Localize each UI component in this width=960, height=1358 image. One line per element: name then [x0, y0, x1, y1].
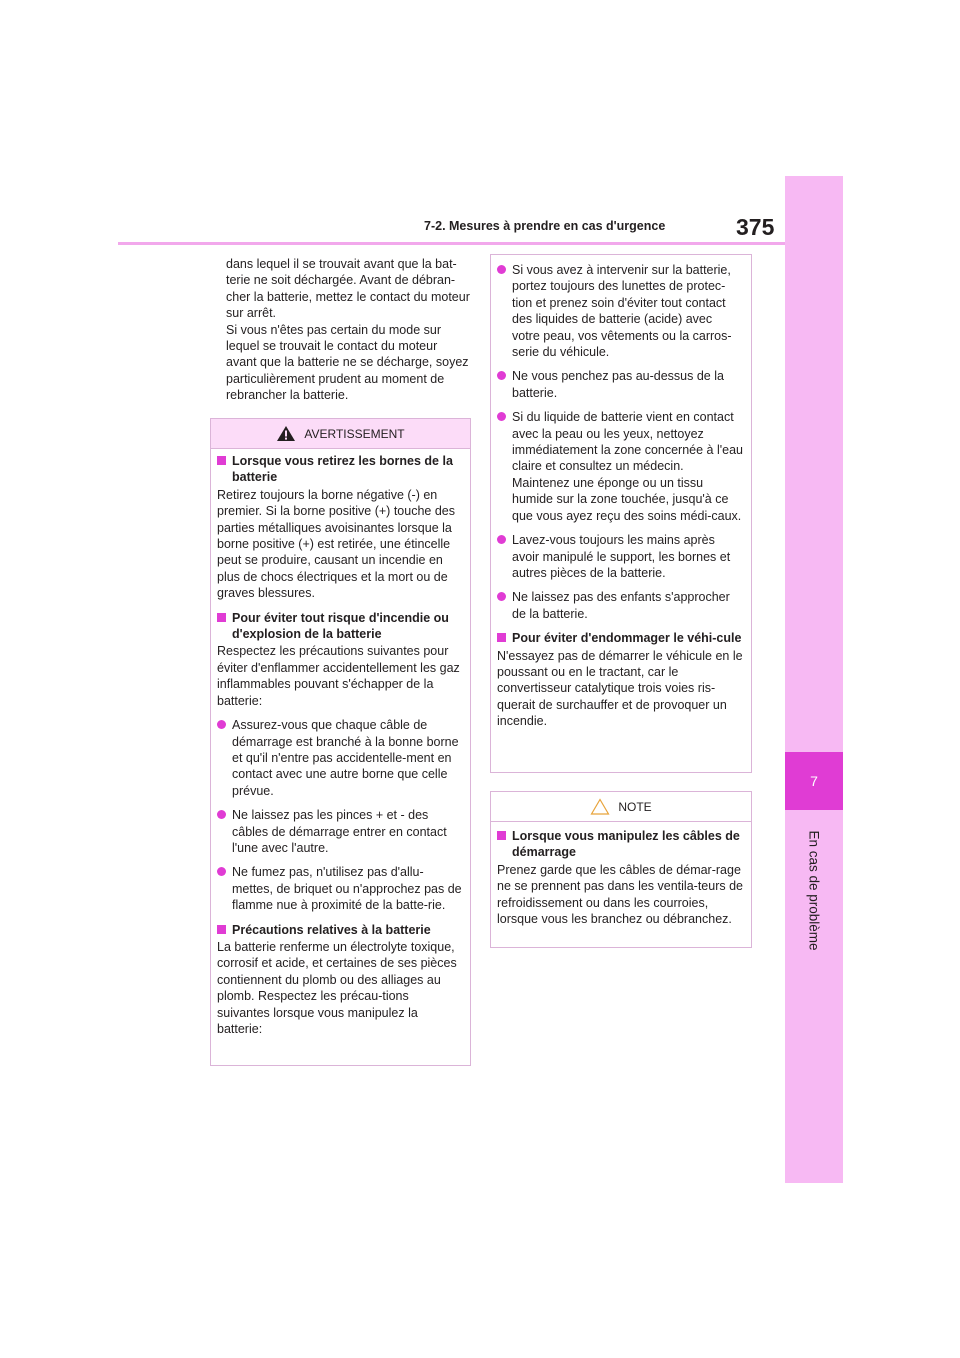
list-item: Ne laissez pas les pinces + et - des câbles de démarrage entrer en contact l'une avec l'autre. — [217, 807, 462, 856]
warning-section-heading: Précautions relatives à la batterie — [217, 922, 462, 938]
list-item: Ne vous penchez pas au-dessus de la batterie. — [497, 368, 743, 401]
warning-section-heading: Pour éviter tout risque d'incendie ou d'explosion de la batterie — [217, 610, 462, 643]
list-item: Assurez-vous que chaque câble de démarrage est branché à la bonne borne et qu'il n'entre pas accidentelle-ment en contact avec une autre borne que celle prévue. — [217, 717, 462, 799]
list-item: Si vous avez à intervenir sur la batterie, portez toujours des lunettes de protec-tion et prenez soin d'éviter tout contact des liquides de batterie (acide) avec votre peau, vos vêtements ou la carros-serie du véhicule. — [497, 262, 743, 360]
list-item: Ne laissez pas des enfants s'approcher de la batterie. — [497, 589, 743, 622]
warning-section-text: Respectez les précautions suivantes pour éviter d'enflammer accidentellement les gaz inflammables pouvant s'échapper de la batterie: — [217, 644, 460, 708]
circle-bullet-icon — [497, 371, 506, 380]
warning-triangle-icon — [276, 425, 296, 442]
warning-box-body — [211, 449, 470, 1049]
square-bullet-icon — [217, 456, 226, 465]
warning-section-heading: Pour éviter d'endommager le véhi-cule — [497, 630, 743, 646]
circle-bullet-icon — [497, 535, 506, 544]
square-bullet-icon — [217, 613, 226, 622]
note-box-body — [491, 822, 751, 939]
note-box-title: NOTE — [618, 799, 652, 814]
note-text: Prenez garde que les câbles de démar-rage ne se prennent pas dans les ventila-teurs de refroidissement ou dans les courroies, lorsque vous les branchez ou débranchez. — [497, 862, 743, 927]
circle-bullet-icon — [217, 810, 226, 819]
chapter-tab-strip — [785, 176, 843, 1183]
caution-triangle-outline-icon — [590, 798, 610, 815]
intro-paragraph-2: Si vous n'êtes pas certain du mode sur lequel se trouvait le contact du moteur avant que la batterie ne se décharge, soyez particulièrement prudent au moment de rebrancher la batterie. — [226, 322, 469, 403]
circle-bullet-icon — [217, 867, 226, 876]
intro-text — [226, 256, 471, 404]
warning-section-heading: Lorsque vous retirez les bornes de la batterie — [217, 453, 462, 486]
circle-bullet-icon — [497, 265, 506, 274]
warning-box-title: AVERTISSEMENT — [304, 426, 405, 441]
warning-box-continued — [490, 254, 752, 773]
note-box-header — [491, 792, 751, 822]
warning-box-header — [211, 419, 470, 449]
warning-section-text: La batterie renferme un électrolyte toxique, corrosif et acide, et certaines de ses pièces contiennent du plomb ou des alliages au plomb. Respectez les précau-tions suivantes lorsque vous manipulez la batterie: — [217, 939, 457, 1036]
square-bullet-icon — [497, 831, 506, 840]
page-number: 375 — [736, 214, 775, 240]
square-bullet-icon — [497, 633, 506, 642]
chapter-number-tab — [785, 752, 843, 810]
note-heading: Lorsque vous manipulez les câbles de démarrage — [497, 828, 743, 861]
warning-section-text: Retirez toujours la borne négative (-) en premier. Si la borne positive (+) touche des parties métalliques avoisinantes lorsque la borne positive (+) est retirée, une étincelle peut se produire, causant un incendie en plus de chocs électriques et la mort ou de graves blessures. — [217, 487, 455, 601]
list-item: Lavez-vous toujours les mains après avoir manipulé le support, les bornes et autres pièces de la batterie. — [497, 532, 743, 581]
header-rule — [118, 242, 785, 245]
chapter-label: En cas de problème — [806, 829, 822, 951]
circle-bullet-icon — [497, 412, 506, 421]
list-item: Si du liquide de batterie vient en contact avec la peau ou les yeux, nettoyez immédiatement la zone concernée à l'eau claire et consultez un médecin. Maintenez une éponge ou un tissu humide sur la zone touchée, jusqu'à ce que vous ayez reçu des soins médi-caux. — [497, 409, 743, 524]
intro-paragraph-1: dans lequel il se trouvait avant que la bat-terie ne soit déchargée. Avant de débran-cher la batterie, mettez le contact du moteur sur arrêt. — [226, 257, 470, 321]
note-box — [490, 791, 752, 948]
warning-continued-body — [491, 255, 751, 742]
circle-bullet-icon — [217, 720, 226, 729]
circle-bullet-icon — [497, 592, 506, 601]
chapter-label-container — [786, 820, 842, 960]
list-item: Ne fumez pas, n'utilisez pas d'allu-mettes, de briquet ou n'approchez pas de flamme nue à proximité de la batte-rie. — [217, 864, 462, 913]
warning-section-text: N'essayez pas de démarrer le véhicule en le poussant ou en le tractant, car le convertisseur catalytique trois voies ris-querait de surchauffer et de provoquer un incendie. — [497, 648, 743, 729]
warning-box — [210, 418, 471, 1066]
chapter-number: 7 — [810, 773, 818, 789]
square-bullet-icon — [217, 925, 226, 934]
section-title: 7-2. Mesures à prendre en cas d'urgence — [424, 219, 666, 233]
